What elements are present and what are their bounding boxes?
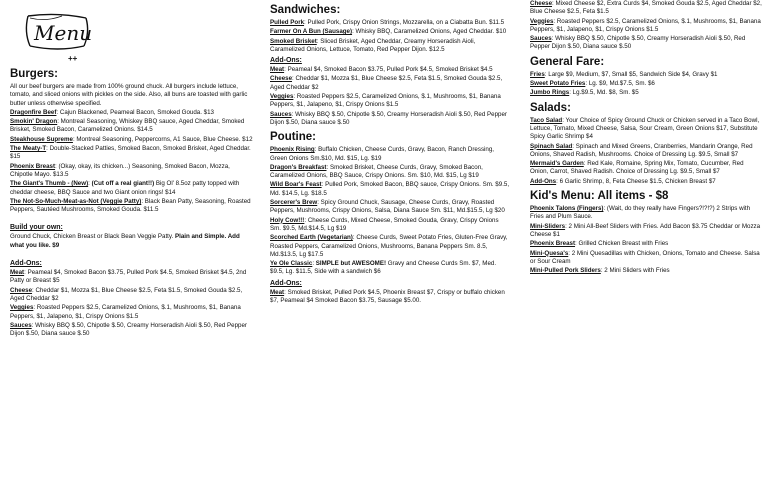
item-sep: : — [56, 108, 60, 116]
item-sep: : — [603, 205, 607, 213]
item-sep: : — [352, 28, 356, 36]
item-sep: : — [551, 35, 556, 43]
subsection-heading: Add-Ons: — [10, 260, 42, 268]
item-name: Cheese — [530, 0, 553, 7]
menu-item — [10, 136, 254, 144]
item-desc: Montreal Seasoning, Whiskey BBQ sauce, Aged Cheddar, Smoked Brisket, Smoked Bacon, Caramelized Onions. $14.5 — [10, 118, 245, 134]
menu-logo — [10, 0, 254, 64]
item-name: Pulled Pork — [270, 19, 305, 26]
item-desc: 6 Garlic Shrimp, 8, Feta Cheese $1.5, Chicken Breast $7 — [559, 177, 716, 185]
item-sep: : — [32, 286, 36, 294]
item-name: The Giant's Thumb - (New) — [10, 180, 89, 188]
menu-item — [10, 109, 254, 117]
section-heading: Burgers: — [10, 68, 58, 80]
item-name: Cheese — [270, 75, 293, 83]
item-name: The Meaty-T — [10, 145, 47, 153]
item-sep: : — [552, 0, 556, 7]
item-desc: Roasted Peppers $2.5, Caramelized Onions, $.1, Mushrooms, $1, Banana Peppers, $1, Jalapeno, $1, Crispy Onions $1.5 — [10, 304, 241, 320]
item-sep: : — [291, 110, 296, 118]
item-desc: Gravy and Cheese Curds Sm. $7, Med. $9.5, Lg. $11.5, Side with a sandwich $6 — [270, 260, 497, 276]
item-desc: Your Choice of Spicy Ground Chuck or Chicken served in a Taco Bowl, Lettuce, Tomato, Mixed Cheese, Salsa, Sour Cream, Green Onions $17, Substitute Spicy Garlic Shrimp $4 — [530, 116, 760, 141]
item-desc: Peameal $4, Smoked Bacon $3.75, Pulled Pork $4.5, Smoked Brisket $4.5, 2nd Patty or Breast $5 — [10, 269, 247, 285]
item-sep: : — [553, 17, 557, 25]
section-heading: Kid's Menu: All items - $8 — [530, 190, 669, 203]
item-name: Veggies — [530, 17, 554, 25]
menu-item — [270, 66, 510, 74]
item-desc: Pulled Pork, Crispy Onion Strings, Mozzarella, on a Ciabatta Bun. $11.5 — [307, 19, 505, 26]
item-sep: : — [293, 93, 297, 101]
item-name: Meat — [10, 269, 25, 277]
item-desc: Cheese Curds, Mixed Cheese, Smoked Gouda, Gravy, Crispy Onions Sm. $9.5, Md.$14.5, Lg $19 — [270, 216, 499, 232]
item-sep: : — [284, 66, 288, 74]
item-sep: : — [312, 260, 316, 268]
item-desc: 2 Mini Sliders with Fries — [604, 267, 670, 275]
menu-column-right — [530, 0, 762, 478]
menu-item — [270, 28, 510, 36]
item-sep: : — [321, 181, 326, 189]
item-name: Sauces — [10, 321, 32, 329]
item-desc: Montreal Seasoning, Peppercorns, A1 Sauce, Blue Cheese. $12 — [76, 135, 253, 143]
menu-item — [530, 160, 762, 177]
item-desc: Cajun Blackened, Peameal Bacon, Smoked Gouda. $13 — [59, 108, 214, 116]
item-sep: : — [33, 304, 37, 312]
item-emphasis: SIMPLE but AWESOME! — [315, 260, 387, 268]
item-desc: Ground Chuck, Chicken Breast or Black Bean Veggie Patty. — [10, 233, 175, 241]
menu-item — [530, 250, 762, 267]
menu-item — [270, 146, 510, 163]
item-name: Mini-Pulled Pork Sliders — [530, 267, 601, 275]
item-sep: : — [304, 216, 308, 224]
item-desc: Grilled Chicken Breast with Fries — [578, 240, 669, 248]
item-sep: : — [141, 197, 145, 205]
section-heading: Poutine: — [270, 131, 316, 144]
item-sep: : — [352, 234, 357, 242]
item-name: Add-Ons — [530, 177, 557, 185]
menu-item — [270, 181, 510, 198]
item-name: Mini-Sliders — [530, 222, 566, 230]
item-name: Wild Boar's Feast — [270, 181, 322, 189]
item-name: Dragon's Breakfast — [270, 163, 327, 171]
item-name: Phoenix Breast — [530, 240, 576, 248]
item-sep: : — [562, 116, 566, 124]
menu-item — [530, 18, 762, 35]
menu-item — [10, 269, 254, 286]
menu-item — [530, 35, 762, 52]
menu-item — [10, 83, 254, 108]
item-desc: Mixed Cheese $2, Extra Curds $4, Smoked Gouda $2.5, Aged Cheddar $2, Blue Cheese $2.5, Feta $1.5 — [530, 0, 762, 16]
item-name: Jumbo Rings — [530, 89, 570, 97]
item-name: Ye Ole Classic — [270, 260, 313, 268]
menu-item — [270, 38, 510, 55]
item-desc: Cheddar $1, Mozza $1, Blue Cheese $2.5, Feta $1.5, Smoked Gouda $2.5, Aged Cheddar $2 — [270, 75, 503, 91]
item-sep: : — [544, 70, 549, 78]
menu-item — [10, 118, 254, 135]
item-desc: Smoked Brisket, Pulled Pork $4.5, Phoenix Breast $7, Crispy or buffalo chicken $7, Peameal $4 Smoked Bacon $3.75, Sausage $5.00. — [270, 288, 505, 305]
item-name: The Not-So-Much-Meat-as-Not (Veggie Patty) — [10, 197, 142, 205]
menu-title-icon — [22, 10, 92, 54]
item-name: Holy Cow!!! — [270, 216, 305, 224]
item-desc: Roasted Peppers $2.5, Caramelized Onions, $.1, Mushrooms, $1, Banana Peppers, $1, Jalapeno, $1, Crispy Onions $1.5 — [530, 17, 761, 33]
item-desc: Spinach and Mixed Greens, Cranberries, Mandarin Orange, Red Onions, Shaved Radish, Mushrooms. Choice of Dressing Lg. $9.5, Small $7 — [530, 142, 753, 158]
item-desc: Spicy Ground Chuck, Sausage, Cheese Curds, Gravy, Roasted Peppers, Mushrooms, Crispy Onions, Salsa, Diana Sauce Sm. $11, Md.$15.5, Lg $20 — [270, 199, 505, 215]
menu-item — [10, 180, 254, 197]
menu-title-text: Menu — [34, 21, 92, 45]
item-sep: : — [569, 89, 573, 97]
menu-item — [530, 143, 762, 160]
item-sep: : — [46, 145, 50, 153]
menu-item — [270, 93, 510, 110]
item-desc: Large $9, Medium, $7, Small $5, Sandwich Side $4, Gravy $1 — [548, 70, 718, 78]
item-name: Steakhouse Supreme — [10, 135, 73, 143]
item-sep: : — [31, 321, 36, 329]
menu-item — [10, 233, 254, 250]
item-desc: 2 Mini All-Beef Sliders with Fries. Add Bacon $3.75 Cheddar or Mozza Cheese $1 — [530, 222, 761, 238]
menu-item — [270, 199, 510, 216]
menu-item — [10, 145, 254, 162]
item-sep: : — [556, 177, 560, 185]
item-name: Spinach Salad — [530, 142, 573, 150]
item-desc: Cheese Curds, Sweet Potato Fries, Gluten-Free Gravy, Roasted Peppers, Caramelized Onions, Mushrooms, Banana Peppers Sm. 8.5, Md.$13.5, Lg $17.5 — [270, 234, 508, 258]
menu-item — [270, 111, 510, 128]
item-sep: : — [292, 75, 296, 83]
item-sep: : — [24, 269, 28, 277]
item-desc: All our beef burgers are made from 100% ground chuck. All burgers include lettuce, tomato, and sliced onions with pickles on the side. Also, all buns are toasted with garlic butter unless otherwise specified. — [10, 83, 248, 107]
item-desc: Pulled Pork, Smoked Bacon, BBQ sauce, Crispy Onions. Sm. $9.5, Md. $14.5, Lg. $18.5 — [270, 181, 510, 197]
item-name: Phoenix Talons (Fingers) — [530, 205, 604, 213]
item-name: Meat — [270, 66, 285, 74]
item-desc: Sliced Brisket, Aged Cheddar, Creamy Horseradish Aioli, Caramelized Onions, Lettuce, Tomato, Red Pepper Dijon. $12.5 — [270, 37, 476, 53]
item-name: Sweet Potato Fries — [530, 80, 586, 88]
item-sep: : — [72, 135, 77, 143]
section-heading: Sandwiches: — [270, 4, 341, 16]
item-desc: Black Bean Patty, Seasoning, Roasted Peppers, Sautéed Mushrooms, Smoked Gouda. $11.5 — [10, 197, 251, 214]
item-sep: : — [600, 267, 605, 275]
item-name: Meat — [270, 288, 285, 296]
item-desc: Big Ol' 8.5oz patty topped with cheddar cheese, BBQ Sauce and two Giant onion rings! $14 — [10, 180, 240, 196]
item-sep: : — [314, 146, 319, 154]
menu-column-middle — [270, 0, 510, 478]
item-desc: (Wait, do they really have Fingers?!?!?) 2 Strips with Fries and Plum Sauce. — [530, 205, 751, 221]
menu-item — [10, 198, 254, 215]
item-desc: Whisky BBQ $.50, Chipotle $.50, Creamy Horseradish Aioli $.50, Red Pepper Dijon $.50, Diana sauce $.50 — [530, 35, 746, 51]
item-name: Fries — [530, 70, 545, 78]
item-sep: : — [316, 37, 321, 45]
menu-item — [270, 289, 510, 306]
item-desc: Roasted Peppers $2.5, Caramelized Onions, $.1, Mushrooms, $1, Banana Peppers, $1, Jalapeno, $1, Crispy Onions $1.5 — [270, 93, 501, 109]
item-name: Sorcerer's Brew — [270, 199, 318, 207]
logo-mark: ++ — [68, 54, 78, 63]
item-name: Veggies — [10, 304, 34, 312]
item-desc: Double-Stacked Patties, Smoked Bacon, Smoked Brisket, Aged Cheddar. $15 — [10, 145, 251, 161]
item-name: Dragonfire Beef — [10, 108, 57, 116]
item-name: Farmer On A Bun (Sausage) — [270, 28, 353, 36]
item-sep: : — [572, 142, 576, 150]
item-desc: Lg.$9.5, Md. $8, Sm. $5 — [572, 89, 639, 97]
item-desc: Smoked Brisket, Cheese Curds, Gravy, Smoked Bacon, Caramelized Onions, BBQ Sauce, Crispy Onions. Sm. $10, Md. $15, Lg $19 — [270, 163, 483, 180]
menu-item — [270, 260, 510, 277]
menu-item — [530, 223, 762, 240]
subsection-heading: Build your own: — [10, 224, 63, 232]
item-name: Phoenix Breast — [10, 162, 56, 170]
item-desc: Whisky BBQ, Caramelized Onions, Aged Cheddar. $10 — [355, 28, 507, 36]
item-emphasis: (Cut off a real giant!!) — [91, 180, 155, 188]
menu-item — [530, 80, 762, 88]
item-name: Phoenix Rising — [270, 146, 315, 154]
item-desc: 2 Mini Quesadillas with Chicken, Onions, Tomato and Cheese. Salsa or Sour Cream — [530, 249, 760, 265]
item-sep: : — [326, 163, 330, 171]
menu-item — [270, 164, 510, 181]
item-name: Scorched Earth (Vegetarian) — [270, 234, 353, 242]
menu-item — [530, 0, 762, 17]
item-sep: : — [583, 160, 588, 168]
item-sep: : — [585, 80, 589, 88]
menu-item — [270, 234, 510, 259]
item-name: Sauces — [530, 35, 552, 43]
menu-item — [530, 89, 762, 97]
item-sep: : — [284, 288, 288, 296]
item-sep: : — [575, 240, 579, 248]
spacer — [10, 251, 254, 257]
menu-item — [530, 71, 762, 79]
menu-item — [270, 19, 510, 27]
item-sep: : — [317, 199, 321, 207]
item-desc: Buffalo Chicken, Cheese Curds, Gravy, Bacon, Ranch Dressing, Green Onions Sm.$10, Md. $15, Lg. $19 — [270, 146, 495, 162]
item-sep: : — [55, 162, 59, 170]
item-desc: Whisky BBQ $.50, Chipotle $.50, Creamy Horseradish Aioli $.50, Red Pepper Dijon $.50, Diana sauce $.50 — [270, 110, 507, 126]
item-name: Taco Salad — [530, 116, 563, 124]
menu-item — [530, 178, 762, 186]
item-desc: Peameal $4, Smoked Bacon $3.75, Pulled Pork $4.5, Smoked Brisket $4.5 — [287, 66, 493, 74]
item-desc: Cheddar $1, Mozza $1, Blue Cheese $2.5, Feta $1.5, Smoked Gouda $2.5, Aged Cheddar $2 — [10, 286, 243, 302]
item-name: Smokin' Dragon — [10, 118, 58, 126]
section-heading: General Fare: — [530, 55, 605, 68]
menu-item — [270, 217, 510, 234]
item-sep: : — [304, 19, 308, 26]
item-sep: : — [57, 118, 61, 126]
section-heading: Salads: — [530, 101, 571, 114]
menu-item — [270, 75, 510, 92]
item-sep: : — [565, 222, 569, 230]
menu-item — [530, 117, 762, 142]
item-desc: Lg. $9, Md.$7.5, Sm. $6 — [588, 80, 655, 88]
item-desc: (Okay, okay, its chicken...) Seasoning, Smoked Bacon, Mozza, Chipotle Mayo. $13.5 — [10, 162, 230, 178]
item-name: Mermaid's Garden — [530, 160, 584, 168]
menu-column-left — [10, 0, 254, 478]
menu-item — [10, 287, 254, 304]
item-name: Cheese — [10, 286, 33, 294]
item-name: Veggies — [270, 93, 294, 101]
item-sep: : — [88, 180, 92, 188]
menu-item — [10, 163, 254, 180]
menu-item — [10, 304, 254, 321]
menu-item — [530, 205, 762, 222]
item-name: Mini-Quesa's — [530, 249, 569, 257]
item-emphasis: Plain and Simple. Add what you like. $9 — [10, 233, 240, 249]
menu-item — [10, 322, 254, 339]
subsection-heading: Add-Ons: — [270, 57, 302, 65]
item-desc: Whisky BBQ $.50, Chipotle $.50, Creamy Horseradish Aioli $.50, Red Pepper Dijon $.50, Diana sauce $.50 — [10, 321, 247, 338]
item-name: Smoked Brisket — [270, 37, 317, 45]
item-name: Sauces — [270, 110, 292, 118]
menu-item — [530, 267, 762, 275]
menu-item — [530, 240, 762, 248]
spacer — [10, 215, 254, 221]
subsection-heading: Add-Ons: — [270, 279, 302, 287]
item-sep: : — [568, 249, 572, 257]
item-desc: Red Kale, Romaine, Spring Mix, Tomato, Cucumber, Red Onion, Carrot, Shaved Radish. Choice of Dressing Lg. $9.5, Small $7 — [530, 160, 744, 176]
